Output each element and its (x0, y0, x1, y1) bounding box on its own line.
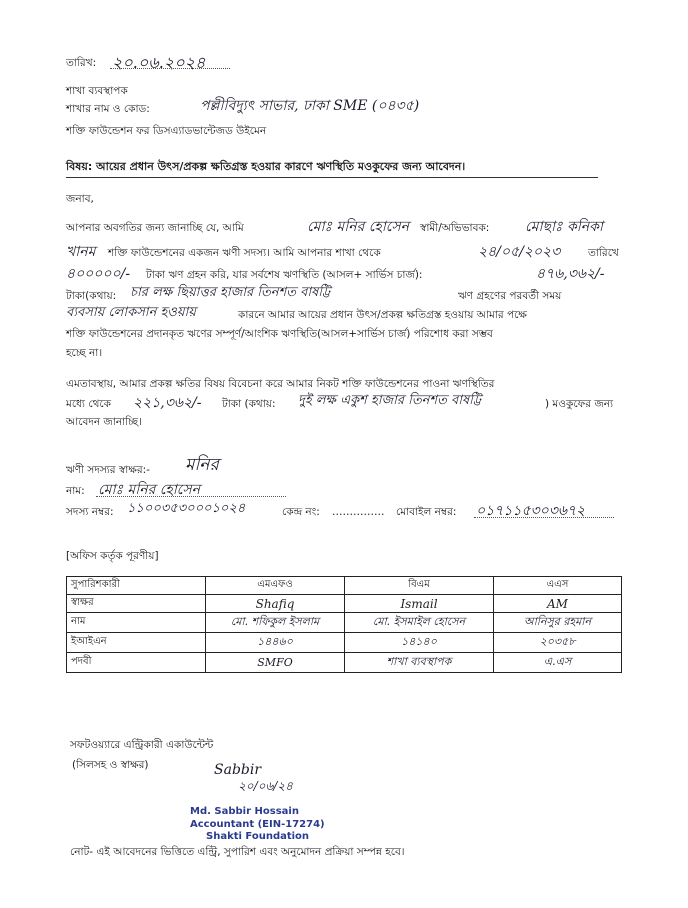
as-name: আনিসুর রহমান (494, 613, 622, 633)
as-signature: AM (494, 595, 622, 613)
approval-row-ein (67, 633, 622, 653)
para2-line2-b: টাকা (কথায়: (222, 398, 276, 410)
mobile-underline (474, 516, 614, 518)
header-mfo: এমএফও (206, 577, 345, 595)
loan-date: ২৪/০৫/২০২৩ (478, 244, 561, 260)
balance-words-1: চার লক্ষ ছিয়াত্তর হাজার তিনশত বাষট্টি (130, 285, 331, 300)
accountant-signature: Sabbir (214, 762, 262, 778)
date-value: ২০.০৬.২০২৪ (112, 53, 206, 72)
para1-line6: শক্তি ফাউন্ডেশনের প্রদানকৃত ঋণের সম্পূর্ণ/আংশিক ঋণস্থিতি(আসল+সার্ভিস চার্জ) পরিশোধ করা সম্ভব (66, 328, 493, 340)
para1-line4-a: টাকা(কথায়: (66, 290, 117, 302)
row-label-ein: ইআইএন (67, 633, 206, 653)
accountant-sign-date: ২০/০৬/২৪ (238, 779, 293, 793)
stamp-name: Md. Sabbir Hossain (190, 806, 299, 817)
para2-line3: আবেদন জানাচ্ছি। (66, 416, 142, 428)
org-line: শক্তি ফাউন্ডেশন ফর ডিসএ্যাডভান্টেজড উইমেন (66, 125, 267, 137)
waive-amount: ২২১,৩৬২/- (133, 395, 202, 411)
bm-signature: Ismail (345, 595, 494, 613)
member-name-label: নাম: (66, 485, 85, 497)
member-no: ১১০০৩৫৩০০০১০২৪ (127, 501, 246, 516)
subject-underline (66, 177, 598, 178)
member-signature-label: ঋণী সদস্যর স্বাক্ষর:- (66, 464, 150, 476)
to-line: শাখা ব্যবস্থাপক (66, 85, 128, 97)
center-label: কেন্দ্র নং: (282, 506, 320, 518)
row-label-signature: স্বাক্ষর (67, 595, 206, 613)
member-signature: মনির (185, 455, 219, 475)
guardian-name-2: খানম (66, 244, 96, 260)
applicant-name: মোঃ মনির হোসেন (307, 219, 410, 235)
header-recommender: সুপারিশকারী (67, 577, 206, 595)
para2-line1: এমতাবস্থায়, আমার প্রকল্প ক্ষতির বিষয় বিবেচনা করে আমার নিকট শক্তি ফাউন্ডেশনের পাওনা ঋণস্থিতির (66, 378, 495, 390)
para1-line5-b: কারনে আমার আয়ের প্রধান উৎস/প্রকল্প ক্ষতিগ্রস্ত হওয়ায় আমার পক্ষে (238, 309, 527, 321)
row-label-designation: পদবী (67, 653, 206, 673)
center-value: …………… (332, 506, 385, 518)
subject-line: বিষয়: আয়ের প্রধান উৎস/প্রকল্প ক্ষতিগ্রস্ত হওয়ার কারণে ঋণস্থিতি মওকুফের জন্য আবেদন। (66, 160, 466, 173)
para1-line2-b: তারিখে (588, 247, 619, 259)
header-as: এএস (494, 577, 622, 595)
approval-header-row (67, 577, 622, 595)
bm-designation: শাখা ব্যবস্থাপক (345, 653, 494, 673)
waive-words: দুই লক্ষ একুশ হাজার তিনশত বাষট্টি (298, 393, 482, 408)
as-ein: ২০৩৫৮ (494, 633, 622, 653)
member-no-label: সদস্য নম্বর: (66, 506, 114, 518)
para1-line1-b: স্বামী/অভিভাবক: (420, 222, 490, 234)
approval-table (66, 576, 622, 673)
as-designation: এ.এস (494, 653, 622, 673)
para1-line7: হচ্ছে না। (66, 347, 103, 359)
date-underline (110, 67, 230, 69)
office-note: [অফিস কর্তৃক পূরণীয়] (66, 550, 159, 562)
para1-line1-a: আপনার অবগতির জন্য জানাচ্ছি যে, আমি (66, 222, 244, 234)
stamp-org: Shakti Foundation (206, 831, 310, 842)
para1-line3-a: টাকা ঋণ গ্রহন করি, যার সর্বশেষ ঋণস্থিতি (আসল+ সার্ভিস চার্জ): (146, 269, 423, 281)
mfo-signature: Shafiq (206, 595, 345, 613)
mfo-designation: SMFO (206, 653, 345, 673)
branch-label: শাখার নাম ও কোড: (66, 103, 150, 115)
loan-amount: ৪০০০০০/- (66, 266, 131, 282)
mobile-number: ০১৭১১৫৩০৩৬৭২ (476, 503, 586, 519)
member-name: মোঃ মনির হোসেন (98, 482, 201, 498)
stamp-title: Accountant (EIN-17274) (190, 819, 325, 830)
bm-ein: ১৪১৪০ (345, 633, 494, 653)
loan-balance: ৪৭৬,৩৬২/- (536, 266, 605, 282)
salutation: জনাব, (66, 193, 94, 205)
bm-name: মো. ইসমাইল হোসেন (345, 613, 494, 633)
accountant-line1: সফটওয়্যারে এন্ট্রিকারী একাউন্টেন্ট (70, 739, 214, 751)
row-label-name: নাম (67, 613, 206, 633)
para1-line4-b: ঋণ গ্রহণের পরবর্তী সময় (458, 290, 562, 302)
mfo-ein: ১৪৪৬০ (206, 633, 345, 653)
member-name-underline (96, 495, 286, 497)
balance-words-2: ব্যবসায় লোকসান হওয়ায় (66, 305, 196, 320)
header-bm: বিএম (345, 577, 494, 595)
mfo-name: মো. শফিকুল ইসলাম (206, 613, 345, 633)
branch-value: পল্লীবিদ্যুৎ সাভার, ঢাকা SME (০৪৩৫) (200, 98, 420, 114)
para2-line2-a: মধ্যে থেকে (66, 398, 111, 410)
approval-row-designation (67, 653, 622, 673)
date-label: তারিখ: (66, 57, 97, 69)
para1-line2-a: শক্তি ফাউন্ডেশনের একজন ঋণী সদস্য। আমি আপনার শাখা থেকে (108, 247, 381, 259)
accountant-line2: (সিলসহ ও স্বাক্ষর) (72, 759, 149, 771)
mobile-label: মোবাইল নম্বর: (396, 506, 457, 518)
approval-row-signature (67, 595, 622, 613)
approval-row-name (67, 613, 622, 633)
guardian-name-1: মোছাঃ কনিকা (525, 219, 603, 235)
footer-note: নোট- এই আবেদনের ভিত্তিতে এন্ট্রি, সুপারিশ এবং অনুমোদন প্রক্রিয়া সম্পন্ন হবে। (70, 846, 405, 858)
para2-line2-c: ) মওকুফের জন্য (545, 398, 614, 410)
